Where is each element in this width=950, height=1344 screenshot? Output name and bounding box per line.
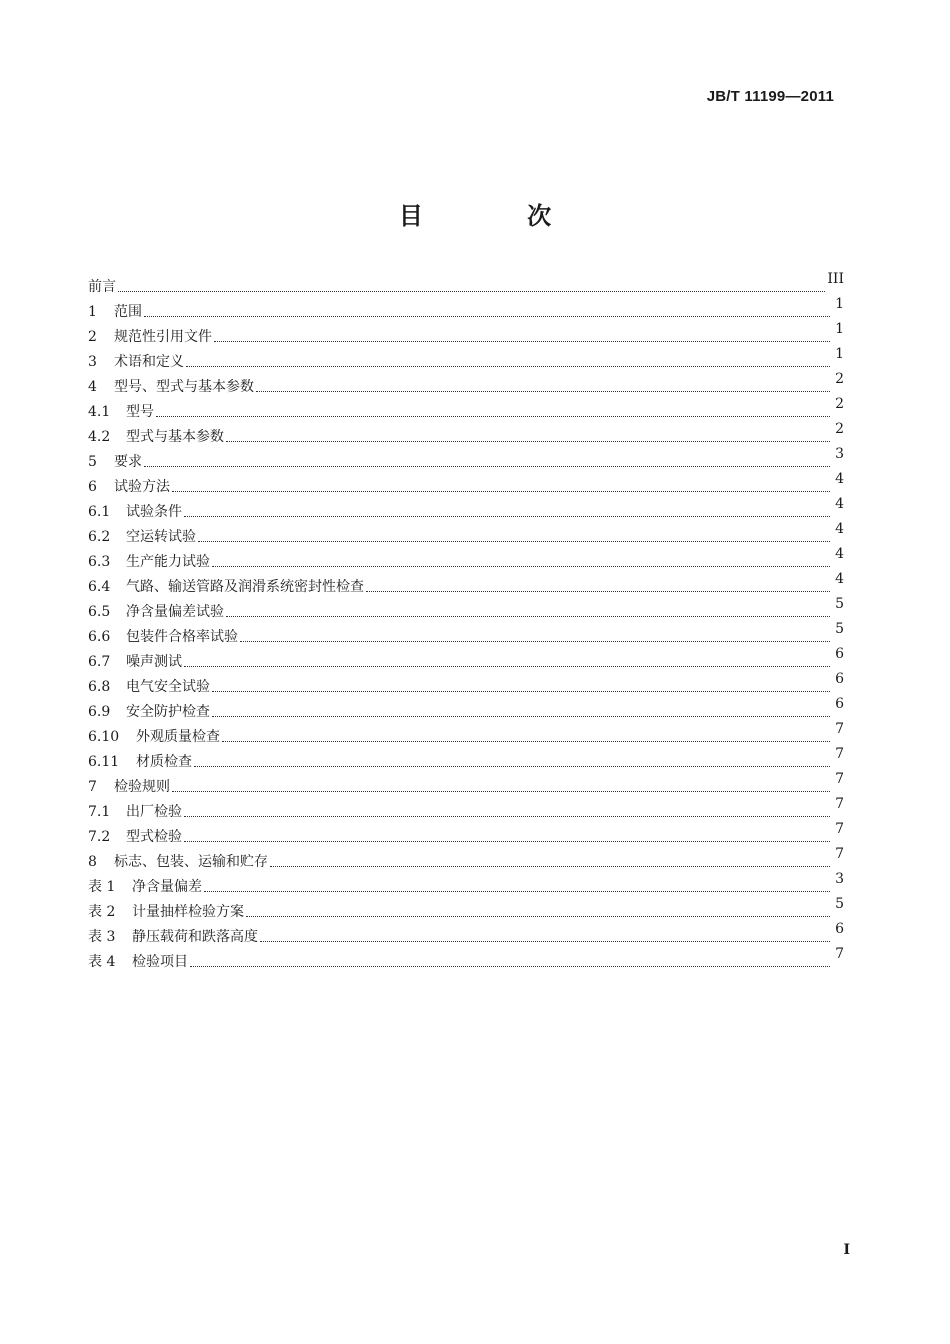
toc-entry-page: 7 bbox=[835, 796, 844, 812]
toc-entry-title: 前言 bbox=[88, 279, 116, 295]
toc-entry-title: 试验方法 bbox=[114, 479, 170, 495]
toc-entry-page: 6 bbox=[835, 696, 844, 712]
toc-leader-dots bbox=[184, 665, 830, 667]
toc-entry[interactable] bbox=[88, 697, 844, 722]
toc-entry-title: 检验项目 bbox=[132, 954, 188, 970]
toc-entry-title: 标志、包装、运输和贮存 bbox=[114, 854, 268, 870]
toc-entry-page: 1 bbox=[835, 296, 844, 312]
toc-entry-page: 2 bbox=[835, 396, 844, 412]
toc-entry-number: 4.2 bbox=[88, 429, 111, 445]
toc-entry-page: 5 bbox=[835, 596, 844, 612]
toc-entry-label bbox=[88, 653, 182, 672]
toc-entry-title: 术语和定义 bbox=[114, 354, 184, 370]
toc-entry[interactable] bbox=[88, 422, 844, 447]
toc-entry-title: 净含量偏差 bbox=[132, 879, 202, 895]
toc-entry[interactable] bbox=[88, 547, 844, 572]
toc-entry[interactable] bbox=[88, 397, 844, 422]
toc-entry-number: 5 bbox=[88, 454, 97, 470]
toc-entry-label bbox=[88, 278, 116, 297]
toc-entry-label bbox=[88, 328, 212, 347]
toc-entry-title: 要求 bbox=[114, 454, 142, 470]
toc-leader-dots bbox=[186, 365, 830, 367]
toc-entry-label bbox=[88, 953, 188, 972]
toc-entry[interactable] bbox=[88, 722, 844, 747]
toc-entry-number: 4.1 bbox=[88, 404, 111, 420]
toc-entry-page: 2 bbox=[835, 421, 844, 437]
toc-leader-dots bbox=[222, 740, 830, 742]
toc-entry-page: 4 bbox=[835, 546, 844, 562]
toc-entry[interactable] bbox=[88, 372, 844, 397]
toc-entry-title: 规范性引用文件 bbox=[114, 329, 212, 345]
toc-entry-number: 3 bbox=[88, 354, 97, 370]
toc-entry-label bbox=[88, 528, 196, 547]
toc-entry-number: 表 1 bbox=[88, 879, 116, 895]
toc-entry-title: 气路、输送管路及润滑系统密封性检查 bbox=[126, 579, 364, 595]
toc-leader-dots bbox=[194, 765, 830, 767]
toc-entry-title: 静压载荷和跌落高度 bbox=[132, 929, 258, 945]
page-number: I bbox=[843, 1242, 850, 1258]
toc-entry-label bbox=[88, 553, 210, 572]
toc-entry-number: 6 bbox=[88, 479, 97, 495]
toc-entry-number: 8 bbox=[88, 854, 97, 870]
toc-entry-title: 试验条件 bbox=[126, 504, 182, 520]
toc-leader-dots bbox=[198, 540, 830, 542]
toc-entry-title: 外观质量检查 bbox=[136, 729, 220, 745]
toc-leader-dots bbox=[172, 490, 830, 492]
page-title: 目 次 bbox=[398, 202, 600, 230]
toc-leader-dots bbox=[184, 515, 830, 517]
toc-leader-dots bbox=[226, 615, 830, 617]
toc-entry[interactable] bbox=[88, 797, 844, 822]
toc-entry[interactable] bbox=[88, 272, 844, 297]
toc-entry-number: 7.2 bbox=[88, 829, 111, 845]
toc-entry-title: 检验规则 bbox=[114, 779, 170, 795]
toc-entry-label bbox=[88, 428, 224, 447]
toc-entry-title: 范围 bbox=[114, 304, 142, 320]
toc-leader-dots bbox=[184, 815, 830, 817]
toc-entry-title: 型号 bbox=[126, 404, 154, 420]
toc-entry-number: 表 3 bbox=[88, 929, 116, 945]
toc-leader-dots bbox=[226, 440, 830, 442]
toc-entry-label bbox=[88, 303, 142, 322]
toc-entry-label bbox=[88, 853, 268, 872]
toc-entry-label bbox=[88, 378, 254, 397]
toc-leader-dots bbox=[144, 465, 830, 467]
toc-entry-title: 材质检查 bbox=[136, 754, 192, 770]
toc-entry[interactable] bbox=[88, 497, 844, 522]
toc-entry[interactable] bbox=[88, 847, 844, 872]
toc-entry-number: 2 bbox=[88, 329, 97, 345]
toc-entry-title: 计量抽样检验方案 bbox=[132, 904, 244, 920]
toc-leader-dots bbox=[260, 940, 830, 942]
toc-entry-number: 1 bbox=[88, 304, 97, 320]
toc-entry-label bbox=[88, 503, 182, 522]
toc-entry-title: 包装件合格率试验 bbox=[126, 629, 238, 645]
toc-entry-page: 7 bbox=[835, 946, 844, 962]
toc-entry-number: 表 4 bbox=[88, 954, 116, 970]
toc-leader-dots bbox=[212, 690, 830, 692]
toc-entry-number: 6.1 bbox=[88, 504, 111, 520]
toc-entry-label bbox=[88, 903, 244, 922]
toc-entry-page: 5 bbox=[835, 896, 844, 912]
document-code: JB/T 11199—2011 bbox=[706, 88, 834, 105]
toc-entry-number: 6.9 bbox=[88, 704, 111, 720]
toc-entry-label bbox=[88, 478, 170, 497]
toc-entry-label bbox=[88, 828, 182, 847]
toc-leader-dots bbox=[118, 290, 825, 292]
toc-entry[interactable] bbox=[88, 747, 844, 772]
toc-entry-page: 4 bbox=[835, 521, 844, 537]
toc-entry-title: 型式检验 bbox=[126, 829, 182, 845]
toc-entry-page: 3 bbox=[835, 871, 844, 887]
toc-leader-dots bbox=[240, 640, 830, 642]
toc-entry[interactable] bbox=[88, 472, 844, 497]
toc-entry[interactable] bbox=[88, 622, 844, 647]
toc-entry-label bbox=[88, 403, 154, 422]
toc-leader-dots bbox=[246, 915, 830, 917]
toc-entry[interactable] bbox=[88, 872, 844, 897]
toc-entry-title: 型式与基本参数 bbox=[126, 429, 224, 445]
toc-entry-label bbox=[88, 803, 182, 822]
toc-entry-label bbox=[88, 753, 192, 772]
toc-entry-page: 4 bbox=[835, 571, 844, 587]
toc-entry-page: 7 bbox=[835, 771, 844, 787]
toc-entry[interactable] bbox=[88, 947, 844, 972]
toc-entry-number: 6.4 bbox=[88, 579, 111, 595]
toc-entry-title: 电气安全试验 bbox=[126, 679, 210, 695]
toc-entry-page: 1 bbox=[835, 346, 844, 362]
toc-leader-dots bbox=[144, 315, 830, 317]
toc-entry-label bbox=[88, 678, 210, 697]
toc-entry-label bbox=[88, 353, 184, 372]
toc-entry-number: 6.6 bbox=[88, 629, 111, 645]
toc-entry[interactable] bbox=[88, 447, 844, 472]
toc-entry-label bbox=[88, 703, 210, 722]
toc-entry-page: 3 bbox=[835, 446, 844, 462]
toc-leader-dots bbox=[366, 590, 830, 592]
toc-entry-page: 7 bbox=[835, 721, 844, 737]
toc-entry-page: 7 bbox=[835, 821, 844, 837]
toc-entry-label bbox=[88, 578, 364, 597]
toc-entry-label bbox=[88, 603, 224, 622]
toc-entry-page: 7 bbox=[835, 746, 844, 762]
toc-entry-number: 6.2 bbox=[88, 529, 111, 545]
toc-entry-label bbox=[88, 878, 202, 897]
toc-entry-number: 6.10 bbox=[88, 729, 120, 745]
toc-leader-dots bbox=[204, 890, 830, 892]
toc-entry-number: 6.11 bbox=[88, 754, 120, 770]
toc-entry[interactable] bbox=[88, 922, 844, 947]
toc-entry[interactable] bbox=[88, 772, 844, 797]
toc-entry-label bbox=[88, 928, 258, 947]
toc-leader-dots bbox=[214, 340, 830, 342]
toc-entry-page: 6 bbox=[835, 646, 844, 662]
toc-entry-page: 5 bbox=[835, 621, 844, 637]
toc-entry-page: 4 bbox=[835, 496, 844, 512]
toc-leader-dots bbox=[156, 415, 830, 417]
toc-entry[interactable] bbox=[88, 572, 844, 597]
toc-leader-dots bbox=[190, 965, 830, 967]
toc-entry-number: 7.1 bbox=[88, 804, 111, 820]
toc-entry[interactable] bbox=[88, 522, 844, 547]
toc-entry-number: 6.3 bbox=[88, 554, 111, 570]
toc-entry-page: 6 bbox=[835, 671, 844, 687]
toc-entry[interactable] bbox=[88, 822, 844, 847]
toc-entry-title: 安全防护检查 bbox=[126, 704, 210, 720]
toc-entry-page: 7 bbox=[835, 846, 844, 862]
toc-entry-page: 2 bbox=[835, 371, 844, 387]
toc-entry-page: 6 bbox=[835, 921, 844, 937]
toc-leader-dots bbox=[172, 790, 830, 792]
toc-entry[interactable] bbox=[88, 672, 844, 697]
toc-entry[interactable] bbox=[88, 597, 844, 622]
toc-leader-dots bbox=[256, 390, 830, 392]
toc-leader-dots bbox=[212, 565, 830, 567]
toc-entry-label bbox=[88, 453, 142, 472]
toc-entry[interactable] bbox=[88, 647, 844, 672]
toc-entry[interactable] bbox=[88, 297, 844, 322]
toc-entry-number: 表 2 bbox=[88, 904, 116, 920]
toc-entry-title: 出厂检验 bbox=[126, 804, 182, 820]
toc-entry-label bbox=[88, 628, 238, 647]
toc-entry-label bbox=[88, 778, 170, 797]
toc-entry-number: 4 bbox=[88, 379, 97, 395]
toc-leader-dots bbox=[184, 840, 830, 842]
toc-leader-dots bbox=[212, 715, 830, 717]
toc-entry-page: 1 bbox=[835, 321, 844, 337]
toc-entry-page: 4 bbox=[835, 471, 844, 487]
toc-entry[interactable] bbox=[88, 897, 844, 922]
toc-entry-title: 型号、型式与基本参数 bbox=[114, 379, 254, 395]
table-of-contents bbox=[88, 272, 844, 972]
toc-entry-number: 7 bbox=[88, 779, 97, 795]
toc-entry-label bbox=[88, 728, 220, 747]
toc-entry-number: 6.7 bbox=[88, 654, 111, 670]
toc-entry-page: III bbox=[827, 271, 844, 287]
toc-entry-number: 6.5 bbox=[88, 604, 111, 620]
toc-entry-title: 净含量偏差试验 bbox=[126, 604, 224, 620]
toc-leader-dots bbox=[270, 865, 830, 867]
toc-entry-title: 噪声测试 bbox=[126, 654, 182, 670]
toc-entry-number: 6.8 bbox=[88, 679, 111, 695]
toc-entry[interactable] bbox=[88, 322, 844, 347]
toc-entry[interactable] bbox=[88, 347, 844, 372]
toc-entry-title: 空运转试验 bbox=[126, 529, 196, 545]
toc-entry-title: 生产能力试验 bbox=[126, 554, 210, 570]
